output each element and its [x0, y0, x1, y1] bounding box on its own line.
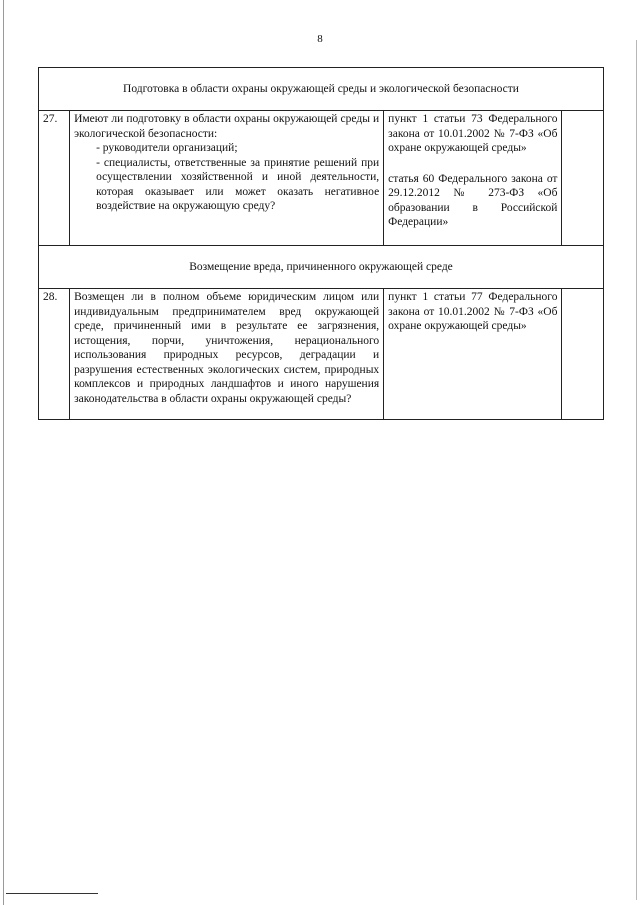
table-row: [39, 111, 604, 246]
scan-edge-right: [636, 40, 637, 900]
footnote-rule: [6, 893, 98, 894]
row-number: 28.: [39, 289, 70, 420]
scan-edge-left: [3, 0, 4, 905]
question-cell: [70, 111, 384, 246]
reference-text: пункт 1 статьи 73 Федерального закона от 10.01.2002 № 7-ФЗ «Об охране окружающей среды»: [388, 113, 558, 154]
reference-text: пункт 1 статьи 77 Федерального закона от 10.01.2002 № 7-ФЗ «Об охране окружающей среды»: [388, 291, 558, 332]
reference-gap: [388, 156, 557, 172]
question-cell: Возмещен ли в полном объеме юридическим лицом или индивидуальным предпринимателем вред окружающей среде, причиненный ими в результате ее загрязнения, истощения, порчи, уничтожения, нерационального использования природных ресурсов, деградации и разрушения естественных экологических систем, природных комплексов и природных ландшафтов и иного нарушения законодательства в области охраны окружающей среды?: [70, 289, 384, 420]
question-item: - руководители организаций;: [96, 142, 238, 154]
empty-cell: [562, 111, 604, 246]
section-header-row: [39, 246, 604, 289]
question-intro: Имеют ли подготовку в области охраны окружающей среды и экологической безопасности:: [74, 113, 380, 140]
question-item: - специалисты, ответственные за принятие решений при осуществлении хозяйственной и иной деятельности, которая оказывает или может оказать негативное воздействие на окружающую среду?: [96, 156, 380, 212]
reference-cell: [384, 111, 562, 246]
empty-cell: [562, 289, 604, 420]
reference-text: статья 60 Федерального закона от 29.12.2012 № 273-ФЗ «Об образовании в Российской Федерации»: [388, 172, 558, 228]
reference-cell: [384, 289, 562, 420]
checklist-table: [38, 67, 604, 420]
section-title: Возмещение вреда, причиненного окружающей среде: [39, 246, 604, 289]
table-row: [39, 289, 604, 420]
row-number: 27.: [39, 111, 70, 246]
section-title: Подготовка в области охраны окружающей среды и экологической безопасности: [39, 68, 604, 111]
page-number: 8: [317, 33, 323, 45]
section-header-row: [39, 68, 604, 111]
